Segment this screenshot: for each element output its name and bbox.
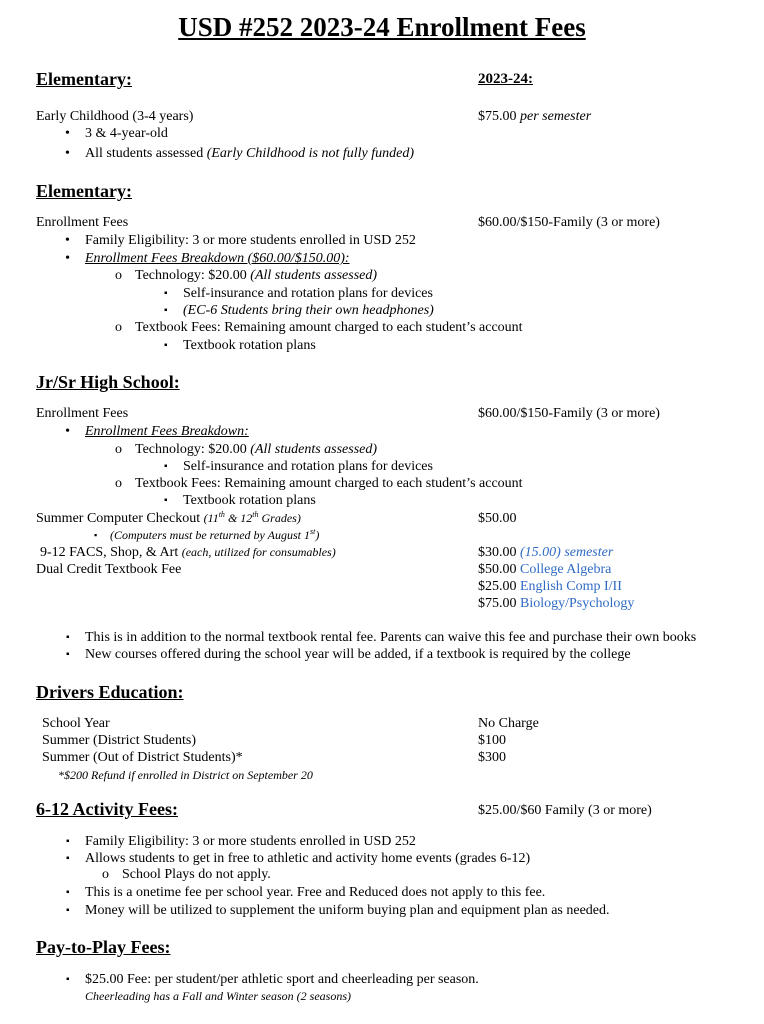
drivers-row-price: $300 [478, 750, 506, 765]
list-item: ▪ This is in addition to the normal textbook rental fee. Parents can waive this fee and purchase their own books [85, 629, 696, 646]
dual-credit-row: $25.00 English Comp I/II [478, 579, 622, 594]
dual-credit-label: Dual Credit Textbook Fee [36, 562, 182, 577]
list-item: • Enrollment Fees Breakdown: [85, 423, 249, 440]
early-childhood-price: $75.00 per semester [478, 109, 592, 124]
summer-checkout-label: Summer Computer Checkout (11th & 12th Grades) [36, 510, 301, 526]
dual-credit-row: $50.00 College Algebra [478, 562, 612, 577]
drivers-row-label: School Year [42, 716, 110, 731]
list-item: ▪ Textbook rotation plans [183, 337, 316, 354]
list-item: ▪ Money will be utilized to supplement the uniform buying plan and equipment plan as needed. [85, 902, 610, 919]
summer-checkout-price: $50.00 [478, 511, 517, 526]
list-item: ▪ Self-insurance and rotation plans for devices [183, 458, 433, 475]
year-heading: 2023-24: [478, 71, 533, 87]
facs-label: 9-12 FACS, Shop, & Art (each, utilized for consumables) [40, 545, 336, 560]
list-item: • 3 & 4-year-old [85, 125, 168, 142]
facs-price: $30.00 (15.00) semester [478, 545, 614, 560]
list-item: ▪ This is a onetime fee per school year. Free and Reduced does not apply to this fee. [85, 884, 545, 901]
list-item: ▪ Allows students to get in free to athletic and activity home events (grades 6-12) [85, 850, 530, 867]
pay-to-play-heading: Pay-to-Play Fees: [36, 937, 171, 957]
list-item: o School Plays do not apply. [122, 866, 271, 883]
elementary-heading-2: Elementary: [36, 181, 132, 201]
return-note: ▪ (Computers must be returned by August 1st) [110, 527, 319, 544]
jrsr-enrollment-price: $60.00/$150-Family (3 or more) [478, 406, 660, 421]
list-item: ▪ Family Eligibility: 3 or more students enrolled in USD 252 [85, 833, 416, 850]
activity-heading: 6-12 Activity Fees: [36, 799, 178, 819]
list-item: • Enrollment Fees Breakdown ($60.00/$150.00): [85, 250, 350, 267]
list-item: ▪ (EC-6 Students bring their own headphones) [183, 302, 434, 319]
early-childhood-label: Early Childhood (3-4 years) [36, 109, 194, 124]
jrsr-heading: Jr/Sr High School: [36, 372, 180, 392]
drivers-row-price: $100 [478, 733, 506, 748]
list-item: ▪ $25.00 Fee: per student/per athletic sport and cheerleading per season. [85, 971, 479, 988]
list-item: ▪ Textbook rotation plans [183, 492, 316, 509]
list-item: o Technology: $20.00 (All students assessed) [135, 267, 377, 284]
list-item: o Technology: $20.00 (All students assessed) [135, 441, 377, 458]
drivers-heading: Drivers Education: [36, 682, 184, 702]
page-title: USD #252 2023-24 Enrollment Fees [178, 12, 586, 42]
activity-price: $25.00/$60 Family (3 or more) [478, 803, 652, 818]
list-item: ▪ New courses offered during the school year will be added, if a textbook is required by the college [85, 646, 631, 663]
elementary-heading-1: Elementary: [36, 69, 132, 89]
dual-credit-row: $75.00 Biology/Psychology [478, 596, 635, 611]
list-item: o Textbook Fees: Remaining amount charged to each student’s account [135, 475, 523, 492]
elementary-enrollment-label: Enrollment Fees [36, 215, 129, 230]
elementary-enrollment-price: $60.00/$150-Family (3 or more) [478, 215, 660, 230]
cheer-note: Cheerleading has a Fall and Winter season (2 seasons) [85, 989, 351, 1003]
list-item: o Textbook Fees: Remaining amount charged to each student’s account [135, 319, 523, 336]
list-item: • All students assessed (Early Childhood is not fully funded) [85, 145, 414, 162]
drivers-row-label: Summer (Out of District Students)* [42, 750, 243, 765]
list-item: ▪ Self-insurance and rotation plans for devices [183, 285, 433, 302]
drivers-row-label: Summer (District Students) [42, 733, 196, 748]
drivers-row-price: No Charge [478, 716, 539, 731]
list-item: • Family Eligibility: 3 or more students enrolled in USD 252 [85, 232, 416, 249]
refund-note: *$200 Refund if enrolled in District on September 20 [58, 768, 313, 782]
jrsr-enrollment-label: Enrollment Fees [36, 406, 129, 421]
